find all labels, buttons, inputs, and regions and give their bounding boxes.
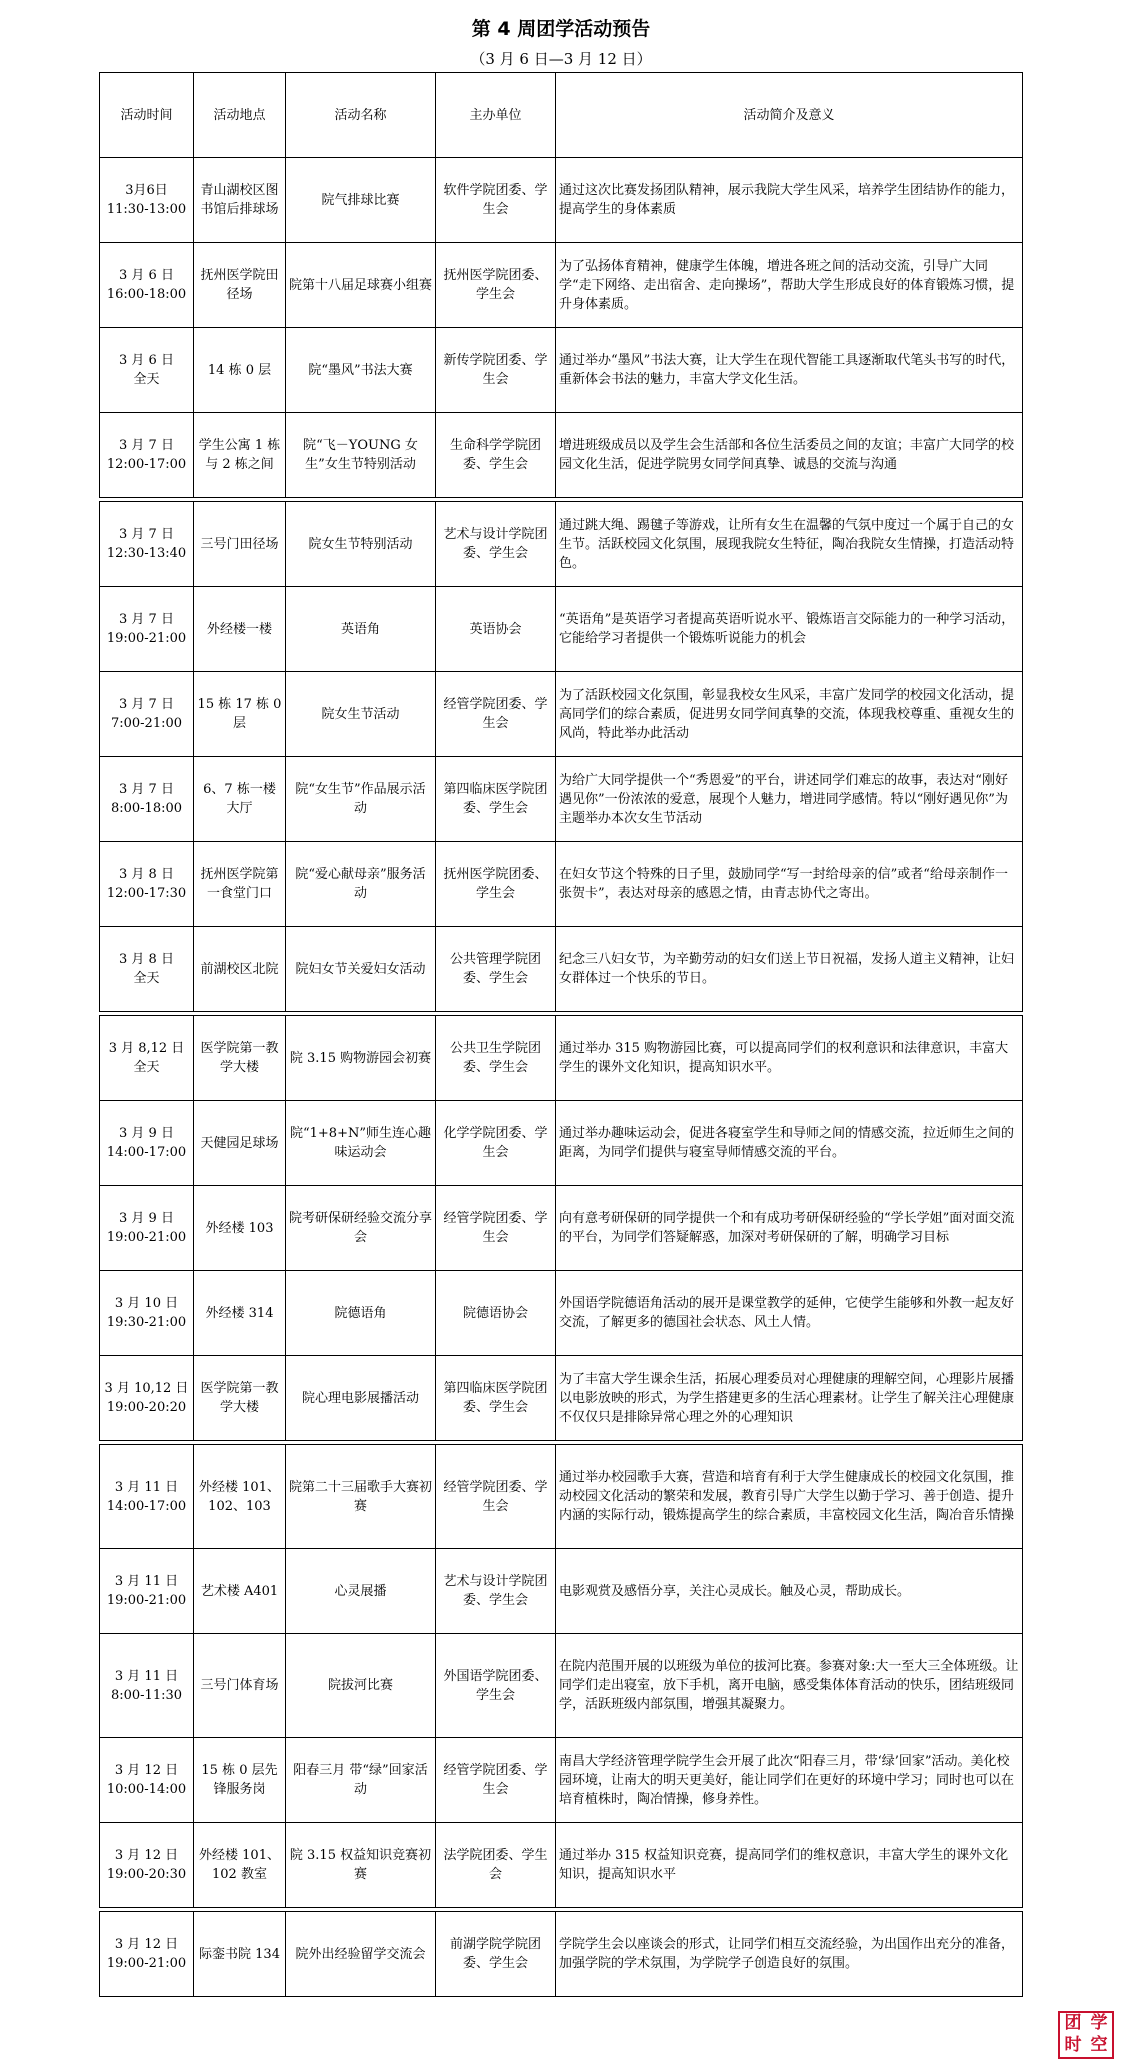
activity-name-cell: 院 3.15 购物游园会初赛 [286,1016,436,1101]
activity-place-cell: 15 栋 0 层先锋服务岗 [194,1738,286,1823]
header-organizer: 主办单位 [436,73,556,158]
time-line: 3 月 6 日 [119,353,174,368]
activity-time-cell [100,243,194,328]
activity-time-cell [100,1738,194,1823]
tuanxue-shikong-logo [1058,2011,1114,2059]
table-row [100,1356,1023,1441]
activity-description-cell: “英语角”是英语学习者提高英语听说水平、锻炼语言交际能力的一种学习活动，它能给学习者提供一个锻炼听说能力的机会 [556,587,1023,672]
activity-description-cell: 通过举办 315 购物游园比赛，可以提高同学们的权利意识和法律意识，丰富大学生的课外文化知识，提高知识水平。 [556,1016,1023,1101]
activity-description-cell: 通过举办趣味运动会，促进各寝室学生和导师之间的情感交流，拉近师生之间的距离，为同学们提供与寝室导师情感交流的平台。 [556,1101,1023,1186]
activity-name-cell: 院妇女节关爱妇女活动 [286,927,436,1012]
activity-organizer-cell: 前湖学院学院团委、学生会 [436,1912,556,1997]
time-line: 19:00-21:00 [106,1593,187,1608]
activity-organizer-cell: 经管学院团委、学生会 [436,672,556,757]
table-row [100,1549,1023,1634]
activity-place-cell: 抚州医学院田径场 [194,243,286,328]
activity-organizer-cell: 公共卫生学院团委、学生会 [436,1016,556,1101]
activity-place-cell: 三号门体育场 [194,1634,286,1738]
time-line: 3 月 7 日 [119,782,174,797]
activity-organizer-cell: 第四临床医学院团委、学生会 [436,1356,556,1441]
activity-organizer-cell: 抚州医学院团委、学生会 [436,243,556,328]
activity-time-cell [100,672,194,757]
activity-time-cell [100,587,194,672]
time-line: 3 月 10,12 日 [104,1381,189,1396]
table-row [100,1445,1023,1549]
activity-place-cell: 外经楼一楼 [194,587,286,672]
time-line: 3月6日 [125,183,168,198]
time-line: 3 月 9 日 [119,1211,174,1226]
time-line: 12:00-17:00 [106,457,187,472]
time-line: 3 月 8 日 [119,867,174,882]
time-line: 10:00-14:00 [106,1782,187,1797]
activity-place-cell: 外经楼 101、102、103 [194,1445,286,1549]
time-line: 8:00-11:30 [110,1687,183,1703]
time-line: 7:00-21:00 [110,716,183,731]
time-line: 3 月 8,12 日 [108,1041,185,1056]
activity-time-cell [100,757,194,842]
time-line: 14:00-17:00 [106,1145,187,1160]
table-row [100,1101,1023,1186]
activity-name-cell: 院拔河比赛 [286,1634,436,1738]
activity-time-cell [100,1912,194,1997]
time-line: 19:00-21:00 [106,631,187,646]
table-row [100,1634,1023,1738]
activity-place-cell: 青山湖校区图书馆后排球场 [194,158,286,243]
activity-organizer-cell: 外国语学院团委、学生会 [436,1634,556,1738]
activity-time-cell [100,1823,194,1908]
activity-place-cell: 外经楼 103 [194,1186,286,1271]
activity-description-cell: 为了丰富大学生课余生活，拓展心理委员对心理健康的理解空间，心理影片展播以电影放映的形式，为学生搭建更多的生活心理素材。让学生了解关注心理健康不仅仅只是排除异常心理之外的心理知识 [556,1356,1023,1441]
activity-time-cell [100,413,194,498]
activity-name-cell: 院第十八届足球赛小组赛 [286,243,436,328]
time-line: 全天 [133,971,160,986]
time-line: 19:00-21:00 [106,1230,187,1245]
activity-time-cell [100,1186,194,1271]
time-line: 3 月 9 日 [119,1126,174,1141]
activity-description-cell: 外国语学院德语角活动的展开是课堂教学的延伸，它使学生能够和外教一起友好交流，了解更多的德国社会状态、风土人情。 [556,1271,1023,1356]
table-row [100,1823,1023,1908]
page-title: 第 4 周团学活动预告 [471,18,651,40]
activity-organizer-cell: 新传学院团委、学生会 [436,328,556,413]
table-row [100,927,1023,1012]
activity-organizer-cell: 第四临床医学院团委、学生会 [436,757,556,842]
activity-name-cell: 院“1+8+N”师生连心趣味运动会 [286,1101,436,1186]
activity-time-cell [100,1549,194,1634]
activity-organizer-cell: 英语协会 [436,587,556,672]
activity-time-cell [100,1271,194,1356]
time-line: 14:00-17:00 [106,1498,187,1514]
time-line: 3 月 11 日 [114,1479,179,1495]
activity-name-cell: 院德语角 [286,1271,436,1356]
time-line: 3 月 11 日 [114,1668,179,1684]
activity-time-cell [100,1101,194,1186]
activity-name-cell: 院“飞－YOUNG 女生”女生节特别活动 [286,413,436,498]
activity-organizer-cell: 抚州医学院团委、学生会 [436,842,556,927]
activity-description-cell: 学院学生会以座谈会的形式，让同学们相互交流经验，为出国作出充分的准备，加强学院的学术氛围，为学院学子创造良好的氛围。 [556,1912,1023,1997]
activity-organizer-cell: 生命科学学院团委、学生会 [436,413,556,498]
time-line: 3 月 6 日 [119,268,174,283]
time-line: 3 月 12 日 [114,1848,179,1863]
activity-description-cell: 为了活跃校园文化氛围，彰显我校女生风采，丰富广发同学的校园文化活动，提高同学们的综合素质，促进男女同学间真挚的交流，体现我校尊重、重视女生的风尚，特此举办此活动 [556,672,1023,757]
activity-place-cell: 三号门田径场 [194,502,286,587]
activity-description-cell: 南昌大学经济管理学院学生会开展了此次“阳春三月，带‘绿’回家”活动。美化校园环境，让南大的明天更美好，能让同学们在更好的环境中学习；同时也可以在培育植株时，陶冶情操，修身养性。 [556,1738,1023,1823]
time-line: 11:30-13:00 [106,202,187,217]
activity-place-cell: 14 栋 0 层 [194,328,286,413]
activity-description-cell: 为了弘扬体育精神，健康学生体魄，增进各班之间的活动交流，引导广大同学“走下网络、走出宿舍、走向操场”，帮助大学生形成良好的体育锻炼习惯，提升身体素质。 [556,243,1023,328]
time-line: 3 月 12 日 [114,1937,179,1952]
activity-time-cell [100,1634,194,1738]
activity-organizer-cell: 经管学院团委、学生会 [436,1445,556,1549]
activity-description-cell: 增进班级成员以及学生会生活部和各位生活委员之间的友谊；丰富广大同学的校园文化生活，促进学院男女同学间真挚、诚恳的交流与沟通 [556,413,1023,498]
time-line: 19:00-20:30 [106,1867,187,1882]
time-line: 8:00-18:00 [110,801,183,816]
activity-name-cell: 院第二十三届歌手大赛初赛 [286,1445,436,1549]
table-row [100,328,1023,413]
activity-time-cell [100,502,194,587]
table-row [100,243,1023,328]
activity-description-cell: 通过举办 315 权益知识竞赛，提高同学们的维权意识，丰富大学生的课外文化知识，提高知识水平 [556,1823,1023,1908]
activity-name-cell: 院“墨风”书法大赛 [286,328,436,413]
time-line: 3 月 7 日 [119,438,174,453]
activity-description-cell: 通过这次比赛发扬团队精神，展示我院大学生风采，培养学生团结协作的能力，提高学生的身体素质 [556,158,1023,243]
activity-name-cell: 院心理电影展播活动 [286,1356,436,1441]
stamp-char: 空 [1090,2035,1108,2055]
table-row [100,672,1023,757]
activity-name-cell: 院女生节特别活动 [286,502,436,587]
activity-time-cell [100,158,194,243]
activity-place-cell: 天健园足球场 [194,1101,286,1186]
activity-place-cell: 抚州医学院第一食堂门口 [194,842,286,927]
activity-name-cell: 院“爱心献母亲”服务活动 [286,842,436,927]
activity-name-cell: 院外出经验留学交流会 [286,1912,436,1997]
activity-description-cell: 通过举办“墨风”书法大赛，让大学生在现代智能工具逐渐取代笔头书写的时代，重新体会书法的魅力，丰富大学文化生活。 [556,328,1023,413]
activity-organizer-cell: 化学学院团委、学生会 [436,1101,556,1186]
time-line: 19:30-21:00 [106,1315,187,1330]
activity-organizer-cell: 经管学院团委、学生会 [436,1738,556,1823]
activity-name-cell: 院考研保研经验交流分享会 [286,1186,436,1271]
activity-time-cell [100,1016,194,1101]
stamp-char: 团 [1064,2013,1082,2033]
table-row [100,842,1023,927]
table-row [100,158,1023,243]
activity-place-cell: 医学院第一教学大楼 [194,1356,286,1441]
activity-organizer-cell: 艺术与设计学院团委、学生会 [436,502,556,587]
activity-time-cell [100,1445,194,1549]
activity-name-cell: 院“女生节”作品展示活动 [286,757,436,842]
activity-place-cell: 外经楼 314 [194,1271,286,1356]
activity-description-cell: 通过跳大绳、踢毽子等游戏，让所有女生在温馨的气氛中度过一个属于自己的女生节。活跃校园文化氛围，展现我院女生特征，陶冶我院女生情操，打造活动特色。 [556,502,1023,587]
activity-name-cell: 院女生节活动 [286,672,436,757]
activity-name-cell: 心灵展播 [286,1549,436,1634]
activity-description-cell: 在院内范围开展的以班级为单位的拔河比赛。参赛对象:大一至大三全体班级。让同学们走出寝室，放下手机，离开电脑，感受集体体育活动的快乐，团结班级同学，活跃班级内部氛围，增强其凝聚力。 [556,1634,1023,1738]
activity-name-cell: 院气排球比赛 [286,158,436,243]
activity-organizer-cell: 公共管理学院团委、学生会 [436,927,556,1012]
header-time: 活动时间 [100,73,194,158]
activity-organizer-cell: 艺术与设计学院团委、学生会 [436,1549,556,1634]
header-name: 活动名称 [286,73,436,158]
activity-name-cell: 阳春三月 带“绿”回家活动 [286,1738,436,1823]
time-line: 16:00-18:00 [106,287,187,302]
table-header-row [100,73,1023,158]
activity-time-cell [100,927,194,1012]
activity-place-cell: 际銮书院 134 [194,1912,286,1997]
time-line: 19:00-21:00 [106,1956,187,1971]
time-line: 3 月 7 日 [119,697,174,712]
table-row [100,413,1023,498]
time-line: 3 月 10 日 [114,1296,179,1311]
header-description: 活动简介及意义 [556,73,1023,158]
time-line: 3 月 12 日 [114,1763,179,1778]
time-line: 3 月 11 日 [114,1574,179,1589]
activity-organizer-cell: 软件学院团委、学生会 [436,158,556,243]
table-row [100,1738,1023,1823]
header-place: 活动地点 [194,73,286,158]
activity-schedule-table [99,72,1023,1997]
table-row [100,1912,1023,1997]
time-line: 全天 [133,1060,160,1075]
activity-description-cell: 纪念三八妇女节，为辛勤劳动的妇女们送上节日祝福，发扬人道主义精神，让妇女群体过一个快乐的节日。 [556,927,1023,1012]
table-row [100,587,1023,672]
stamp-char: 时 [1064,2035,1082,2055]
activity-time-cell [100,1356,194,1441]
activity-organizer-cell: 经管学院团委、学生会 [436,1186,556,1271]
time-line: 3 月 7 日 [119,527,174,542]
activity-time-cell [100,328,194,413]
table-row [100,757,1023,842]
activity-place-cell: 15 栋 17 栋 0 层 [194,672,286,757]
activity-place-cell: 前湖校区北院 [194,927,286,1012]
table-row [100,1016,1023,1101]
activity-place-cell: 外经楼 101、102 教室 [194,1823,286,1908]
activity-description-cell: 向有意考研保研的同学提供一个和有成功考研保研经验的“学长学姐”面对面交流的平台，为同学们答疑解惑，加深对考研保研的了解，明确学习目标 [556,1186,1023,1271]
activity-place-cell: 6、7 栋一楼大厅 [194,757,286,842]
time-line: 12:00-17:30 [106,886,187,901]
stamp-char: 学 [1090,2013,1108,2033]
activity-organizer-cell: 院德语协会 [436,1271,556,1356]
table-row [100,502,1023,587]
table-row [100,1271,1023,1356]
activity-description-cell: 在妇女节这个特殊的日子里，鼓励同学“写一封给母亲的信”或者“给母亲制作一张贺卡”，表达对母亲的感恩之情，由青志协代之寄出。 [556,842,1023,927]
activity-description-cell: 电影观赏及感悟分享，关注心灵成长。触及心灵，帮助成长。 [556,1549,1023,1634]
time-line: 全天 [133,372,160,387]
time-line: 19:00-20:20 [106,1400,187,1415]
activity-name-cell: 院 3.15 权益知识竞赛初赛 [286,1823,436,1908]
time-line: 12:30-13:40 [106,546,187,561]
activity-time-cell [100,842,194,927]
time-line: 3 月 7 日 [119,612,174,627]
date-range-subtitle: （3 月 6 日—3 月 12 日） [470,50,652,68]
time-line: 3 月 8 日 [119,952,174,967]
table-body [100,158,1023,1997]
table-row [100,1186,1023,1271]
activity-description-cell: 通过举办校园歌手大赛，营造和培育有利于大学生健康成长的校园文化氛围，推动校园文化活动的繁荣和发展，教育引导广大学生以勤于学习、善于创造、提升内涵的实际行动，锻炼提高学生的综合素质，丰富校园文化生活，陶冶音乐情操 [556,1445,1023,1549]
activity-name-cell: 英语角 [286,587,436,672]
activity-place-cell: 学生公寓 1 栋与 2 栋之间 [194,413,286,498]
activity-place-cell: 艺术楼 A401 [194,1549,286,1634]
activity-place-cell: 医学院第一教学大楼 [194,1016,286,1101]
activity-description-cell: 为给广大同学提供一个“秀恩爱”的平台，讲述同学们难忘的故事，表达对“刚好遇见你”一份浓浓的爱意，展现个人魅力，增进同学感情。特以“刚好遇见你”为主题举办本次女生节活动 [556,757,1023,842]
activity-organizer-cell: 法学院团委、学生会 [436,1823,556,1908]
